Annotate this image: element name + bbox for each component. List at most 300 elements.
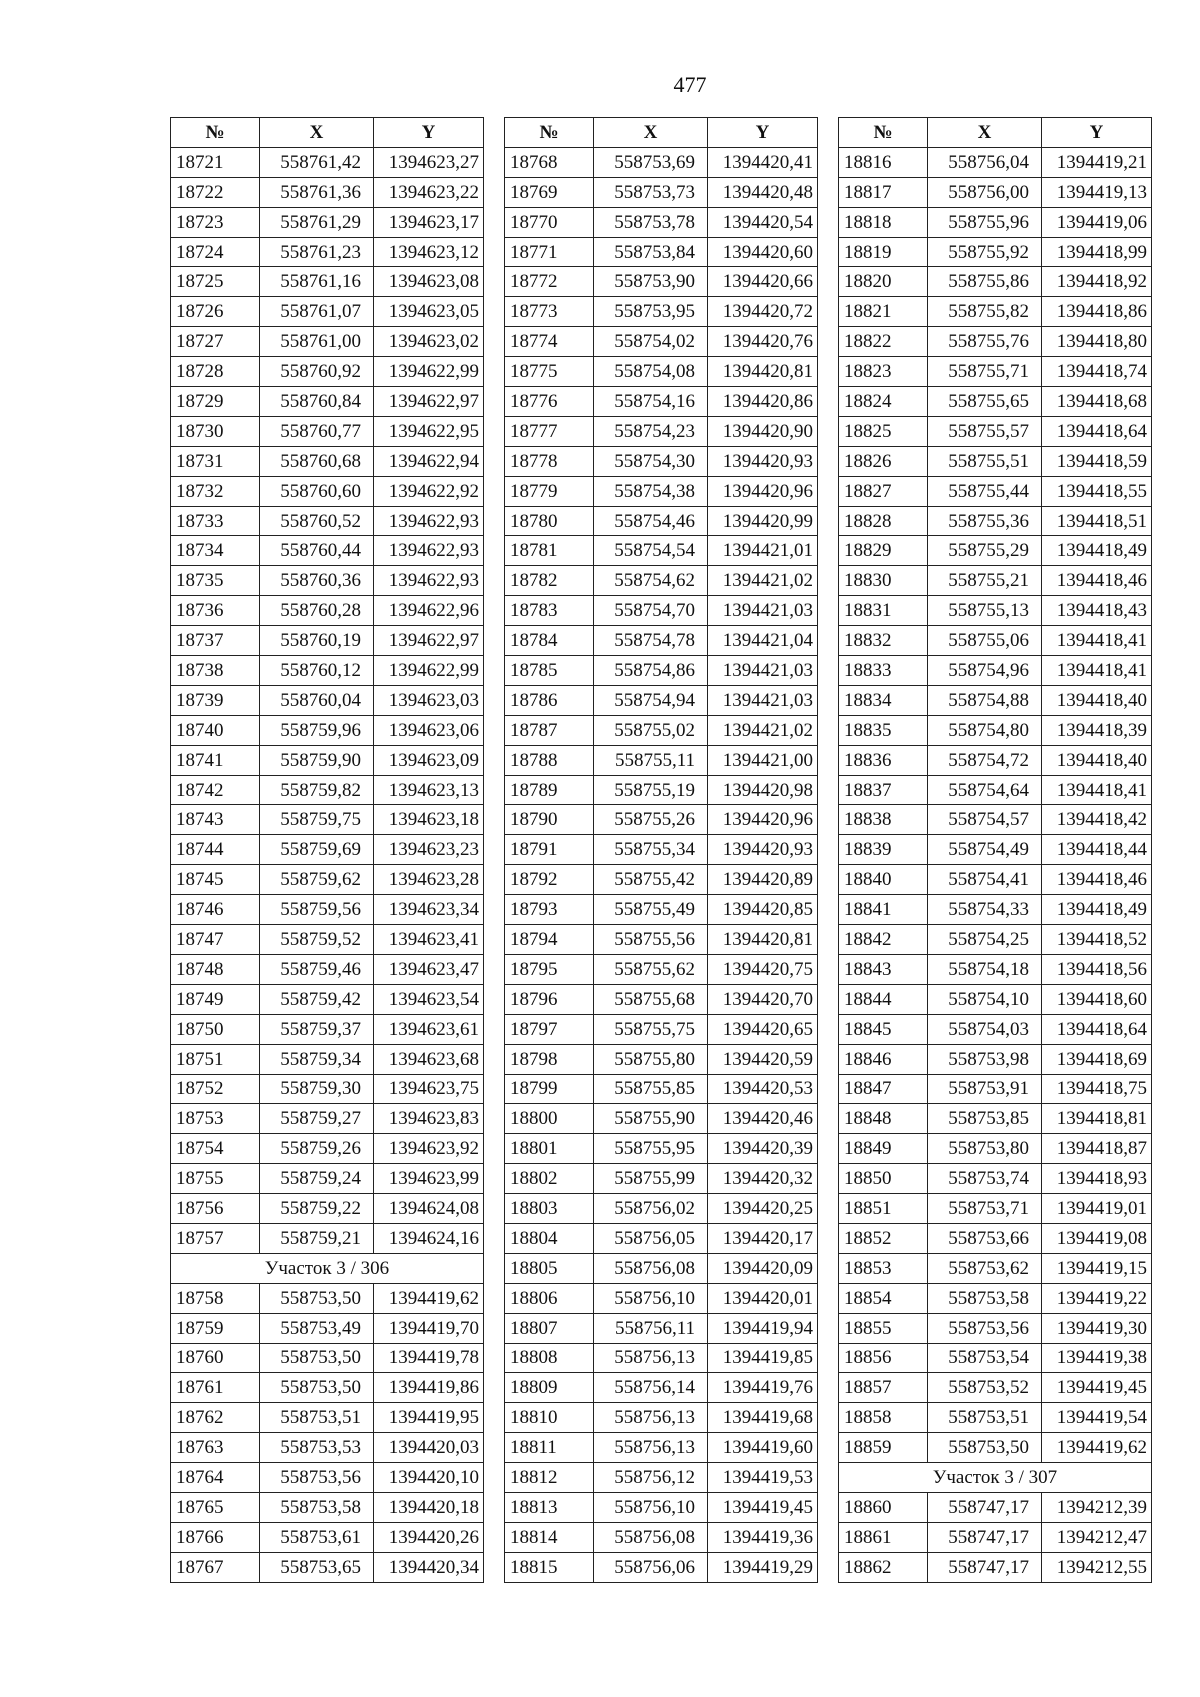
- y-coordinate-cell: 1394420,18: [374, 1492, 484, 1522]
- point-number-cell: 18755: [171, 1164, 260, 1194]
- y-coordinate-cell: 1394622,95: [374, 416, 484, 446]
- point-number-cell: 18824: [839, 387, 928, 417]
- point-number-cell: 18766: [171, 1522, 260, 1552]
- point-number-cell: 18761: [171, 1373, 260, 1403]
- x-coordinate-cell: 558755,85: [594, 1074, 708, 1104]
- y-coordinate-cell: 1394419,22: [1042, 1283, 1152, 1313]
- x-coordinate-cell: 558759,27: [260, 1104, 374, 1134]
- x-coordinate-cell: 558754,18: [928, 954, 1042, 984]
- point-number-cell: 18818: [839, 207, 928, 237]
- x-coordinate-cell: 558756,11: [594, 1313, 708, 1343]
- y-coordinate-cell: 1394623,18: [374, 805, 484, 835]
- table-row: [505, 1074, 818, 1104]
- table-header-row: [171, 118, 484, 148]
- y-coordinate-cell: 1394418,86: [1042, 297, 1152, 327]
- table-row: [171, 1134, 484, 1164]
- point-number-cell: 18838: [839, 805, 928, 835]
- x-coordinate-cell: 558756,05: [594, 1223, 708, 1253]
- coordinate-tables: [170, 117, 1152, 1583]
- x-coordinate-cell: 558754,64: [928, 775, 1042, 805]
- x-coordinate-cell: 558755,11: [594, 745, 708, 775]
- table-row: [171, 954, 484, 984]
- y-coordinate-cell: 1394420,75: [708, 954, 818, 984]
- point-number-cell: 18730: [171, 416, 260, 446]
- point-number-cell: 18835: [839, 715, 928, 745]
- y-coordinate-cell: 1394418,59: [1042, 446, 1152, 476]
- point-number-cell: 18814: [505, 1522, 594, 1552]
- table-row: [839, 267, 1152, 297]
- x-coordinate-cell: 558755,82: [928, 297, 1042, 327]
- coordinate-table-3: [838, 117, 1152, 1583]
- x-coordinate-cell: 558760,04: [260, 685, 374, 715]
- point-number-cell: 18733: [171, 506, 260, 536]
- x-coordinate-cell: 558753,58: [260, 1492, 374, 1522]
- table-row: [171, 715, 484, 745]
- table-row: [839, 895, 1152, 925]
- x-coordinate-cell: 558759,37: [260, 1014, 374, 1044]
- y-coordinate-cell: 1394419,30: [1042, 1313, 1152, 1343]
- y-coordinate-cell: 1394419,70: [374, 1313, 484, 1343]
- point-number-cell: 18781: [505, 536, 594, 566]
- x-coordinate-cell: 558760,68: [260, 446, 374, 476]
- point-number-cell: 18768: [505, 147, 594, 177]
- point-number-cell: 18861: [839, 1522, 928, 1552]
- table-row: [505, 865, 818, 895]
- y-coordinate-cell: 1394418,43: [1042, 596, 1152, 626]
- x-coordinate-cell: 558755,51: [928, 446, 1042, 476]
- y-coordinate-cell: 1394420,54: [708, 207, 818, 237]
- table-row: [505, 237, 818, 267]
- point-number-cell: 18763: [171, 1433, 260, 1463]
- x-coordinate-cell: 558755,21: [928, 566, 1042, 596]
- point-number-cell: 18812: [505, 1463, 594, 1493]
- table-row: [505, 1552, 818, 1582]
- x-coordinate-cell: 558753,56: [928, 1313, 1042, 1343]
- table-row: [839, 207, 1152, 237]
- y-coordinate-cell: 1394419,38: [1042, 1343, 1152, 1373]
- table-row: [171, 1373, 484, 1403]
- table-row: [171, 1194, 484, 1224]
- y-coordinate-cell: 1394623,08: [374, 267, 484, 297]
- point-number-cell: 18731: [171, 446, 260, 476]
- x-coordinate-cell: 558753,53: [260, 1433, 374, 1463]
- x-coordinate-cell: 558755,99: [594, 1164, 708, 1194]
- point-number-cell: 18850: [839, 1164, 928, 1194]
- header-number: №: [839, 118, 928, 148]
- table-row: [839, 775, 1152, 805]
- y-coordinate-cell: 1394420,66: [708, 267, 818, 297]
- table-row: [839, 1522, 1152, 1552]
- y-coordinate-cell: 1394622,94: [374, 446, 484, 476]
- x-coordinate-cell: 558755,90: [594, 1104, 708, 1134]
- point-number-cell: 18734: [171, 536, 260, 566]
- point-number-cell: 18836: [839, 745, 928, 775]
- x-coordinate-cell: 558753,54: [928, 1343, 1042, 1373]
- y-coordinate-cell: 1394419,85: [708, 1343, 818, 1373]
- x-coordinate-cell: 558759,22: [260, 1194, 374, 1224]
- table-row: [505, 1313, 818, 1343]
- x-coordinate-cell: 558756,00: [928, 177, 1042, 207]
- table-row: [505, 895, 818, 925]
- header-y: Y: [708, 118, 818, 148]
- point-number-cell: 18724: [171, 237, 260, 267]
- table-row: [839, 1433, 1152, 1463]
- table-row: [505, 1522, 818, 1552]
- x-coordinate-cell: 558760,77: [260, 416, 374, 446]
- y-coordinate-cell: 1394418,64: [1042, 1014, 1152, 1044]
- y-coordinate-cell: 1394419,62: [374, 1283, 484, 1313]
- y-coordinate-cell: 1394418,46: [1042, 865, 1152, 895]
- point-number-cell: 18801: [505, 1134, 594, 1164]
- x-coordinate-cell: 558753,95: [594, 297, 708, 327]
- table-row: [505, 357, 818, 387]
- point-number-cell: 18805: [505, 1253, 594, 1283]
- table-row: [505, 1403, 818, 1433]
- point-number-cell: 18837: [839, 775, 928, 805]
- point-number-cell: 18738: [171, 656, 260, 686]
- point-number-cell: 18753: [171, 1104, 260, 1134]
- table-row: [839, 1014, 1152, 1044]
- point-number-cell: 18764: [171, 1463, 260, 1493]
- table-row: [505, 1492, 818, 1522]
- y-coordinate-cell: 1394418,68: [1042, 387, 1152, 417]
- point-number-cell: 18745: [171, 865, 260, 895]
- point-number-cell: 18784: [505, 626, 594, 656]
- table-row: [171, 1223, 484, 1253]
- y-coordinate-cell: 1394421,00: [708, 745, 818, 775]
- table-row: [839, 476, 1152, 506]
- y-coordinate-cell: 1394624,16: [374, 1223, 484, 1253]
- y-coordinate-cell: 1394420,59: [708, 1044, 818, 1074]
- y-coordinate-cell: 1394623,61: [374, 1014, 484, 1044]
- x-coordinate-cell: 558755,42: [594, 865, 708, 895]
- x-coordinate-cell: 558747,17: [928, 1522, 1042, 1552]
- point-number-cell: 18758: [171, 1283, 260, 1313]
- x-coordinate-cell: 558754,33: [928, 895, 1042, 925]
- table-row: [839, 596, 1152, 626]
- point-number-cell: 18740: [171, 715, 260, 745]
- y-coordinate-cell: 1394418,51: [1042, 506, 1152, 536]
- y-coordinate-cell: 1394623,54: [374, 984, 484, 1014]
- y-coordinate-cell: 1394420,41: [708, 147, 818, 177]
- y-coordinate-cell: 1394418,56: [1042, 954, 1152, 984]
- point-number-cell: 18821: [839, 297, 928, 327]
- point-number-cell: 18833: [839, 656, 928, 686]
- y-coordinate-cell: 1394623,27: [374, 147, 484, 177]
- x-coordinate-cell: 558753,51: [260, 1403, 374, 1433]
- y-coordinate-cell: 1394419,78: [374, 1343, 484, 1373]
- y-coordinate-cell: 1394420,03: [374, 1433, 484, 1463]
- point-number-cell: 18804: [505, 1223, 594, 1253]
- point-number-cell: 18855: [839, 1313, 928, 1343]
- y-coordinate-cell: 1394623,12: [374, 237, 484, 267]
- x-coordinate-cell: 558754,16: [594, 387, 708, 417]
- y-coordinate-cell: 1394418,49: [1042, 895, 1152, 925]
- point-number-cell: 18813: [505, 1492, 594, 1522]
- x-coordinate-cell: 558756,04: [928, 147, 1042, 177]
- point-number-cell: 18802: [505, 1164, 594, 1194]
- table-row: [839, 1253, 1152, 1283]
- y-coordinate-cell: 1394420,26: [374, 1522, 484, 1552]
- point-number-cell: 18777: [505, 416, 594, 446]
- x-coordinate-cell: 558755,06: [928, 626, 1042, 656]
- x-coordinate-cell: 558760,12: [260, 656, 374, 686]
- y-coordinate-cell: 1394420,65: [708, 1014, 818, 1044]
- point-number-cell: 18735: [171, 566, 260, 596]
- x-coordinate-cell: 558754,03: [928, 1014, 1042, 1044]
- x-coordinate-cell: 558754,88: [928, 685, 1042, 715]
- point-number-cell: 18841: [839, 895, 928, 925]
- x-coordinate-cell: 558755,86: [928, 267, 1042, 297]
- x-coordinate-cell: 558756,10: [594, 1283, 708, 1313]
- y-coordinate-cell: 1394420,86: [708, 387, 818, 417]
- point-number-cell: 18752: [171, 1074, 260, 1104]
- x-coordinate-cell: 558753,90: [594, 267, 708, 297]
- x-coordinate-cell: 558754,23: [594, 416, 708, 446]
- point-number-cell: 18732: [171, 476, 260, 506]
- x-coordinate-cell: 558759,52: [260, 925, 374, 955]
- x-coordinate-cell: 558754,02: [594, 327, 708, 357]
- table-row: [171, 207, 484, 237]
- table-row: [839, 835, 1152, 865]
- x-coordinate-cell: 558755,49: [594, 895, 708, 925]
- y-coordinate-cell: 1394419,15: [1042, 1253, 1152, 1283]
- y-coordinate-cell: 1394420,81: [708, 925, 818, 955]
- table-row: [171, 685, 484, 715]
- y-coordinate-cell: 1394623,23: [374, 835, 484, 865]
- y-coordinate-cell: 1394420,17: [708, 1223, 818, 1253]
- x-coordinate-cell: 558755,57: [928, 416, 1042, 446]
- header-number: №: [171, 118, 260, 148]
- y-coordinate-cell: 1394418,69: [1042, 1044, 1152, 1074]
- point-number-cell: 18820: [839, 267, 928, 297]
- y-coordinate-cell: 1394622,93: [374, 506, 484, 536]
- x-coordinate-cell: 558754,80: [928, 715, 1042, 745]
- x-coordinate-cell: 558753,98: [928, 1044, 1042, 1074]
- x-coordinate-cell: 558755,76: [928, 327, 1042, 357]
- table-row: [171, 387, 484, 417]
- x-coordinate-cell: 558753,85: [928, 1104, 1042, 1134]
- point-number-cell: 18839: [839, 835, 928, 865]
- x-coordinate-cell: 558760,28: [260, 596, 374, 626]
- y-coordinate-cell: 1394420,72: [708, 297, 818, 327]
- point-number-cell: 18729: [171, 387, 260, 417]
- point-number-cell: 18748: [171, 954, 260, 984]
- table-row: [839, 177, 1152, 207]
- x-coordinate-cell: 558761,16: [260, 267, 374, 297]
- x-coordinate-cell: 558759,30: [260, 1074, 374, 1104]
- y-coordinate-cell: 1394421,02: [708, 566, 818, 596]
- table-row: [505, 1164, 818, 1194]
- point-number-cell: 18830: [839, 566, 928, 596]
- x-coordinate-cell: 558759,34: [260, 1044, 374, 1074]
- x-coordinate-cell: 558753,51: [928, 1403, 1042, 1433]
- point-number-cell: 18742: [171, 775, 260, 805]
- point-number-cell: 18846: [839, 1044, 928, 1074]
- x-coordinate-cell: 558755,92: [928, 237, 1042, 267]
- y-coordinate-cell: 1394420,09: [708, 1253, 818, 1283]
- y-coordinate-cell: 1394420,93: [708, 446, 818, 476]
- point-number-cell: 18817: [839, 177, 928, 207]
- point-number-cell: 18756: [171, 1194, 260, 1224]
- y-coordinate-cell: 1394622,99: [374, 656, 484, 686]
- table-row: [171, 984, 484, 1014]
- table-row: [505, 147, 818, 177]
- point-number-cell: 18822: [839, 327, 928, 357]
- point-number-cell: 18856: [839, 1343, 928, 1373]
- x-coordinate-cell: 558756,12: [594, 1463, 708, 1493]
- table-row: [505, 984, 818, 1014]
- table-row: [839, 1074, 1152, 1104]
- x-coordinate-cell: 558755,80: [594, 1044, 708, 1074]
- x-coordinate-cell: 558754,78: [594, 626, 708, 656]
- y-coordinate-cell: 1394419,62: [1042, 1433, 1152, 1463]
- point-number-cell: 18845: [839, 1014, 928, 1044]
- y-coordinate-cell: 1394419,13: [1042, 177, 1152, 207]
- x-coordinate-cell: 558755,13: [928, 596, 1042, 626]
- table-row: [839, 1194, 1152, 1224]
- x-coordinate-cell: 558747,17: [928, 1492, 1042, 1522]
- point-number-cell: 18844: [839, 984, 928, 1014]
- point-number-cell: 18782: [505, 566, 594, 596]
- point-number-cell: 18790: [505, 805, 594, 835]
- y-coordinate-cell: 1394419,76: [708, 1373, 818, 1403]
- y-coordinate-cell: 1394622,97: [374, 387, 484, 417]
- section-title: Участок 3 / 307: [839, 1463, 1152, 1493]
- point-number-cell: 18725: [171, 267, 260, 297]
- y-coordinate-cell: 1394623,41: [374, 925, 484, 955]
- table-row: [171, 536, 484, 566]
- x-coordinate-cell: 558755,26: [594, 805, 708, 835]
- point-number-cell: 18788: [505, 745, 594, 775]
- x-coordinate-cell: 558754,54: [594, 536, 708, 566]
- y-coordinate-cell: 1394419,45: [708, 1492, 818, 1522]
- point-number-cell: 18819: [839, 237, 928, 267]
- y-coordinate-cell: 1394420,34: [374, 1552, 484, 1582]
- table-row: [171, 1343, 484, 1373]
- x-coordinate-cell: 558755,68: [594, 984, 708, 1014]
- x-coordinate-cell: 558755,36: [928, 506, 1042, 536]
- y-coordinate-cell: 1394622,93: [374, 536, 484, 566]
- table-row: [171, 596, 484, 626]
- point-number-cell: 18722: [171, 177, 260, 207]
- x-coordinate-cell: 558753,50: [928, 1433, 1042, 1463]
- x-coordinate-cell: 558759,69: [260, 835, 374, 865]
- point-number-cell: 18829: [839, 536, 928, 566]
- point-number-cell: 18847: [839, 1074, 928, 1104]
- x-coordinate-cell: 558756,02: [594, 1194, 708, 1224]
- point-number-cell: 18776: [505, 387, 594, 417]
- y-coordinate-cell: 1394420,81: [708, 357, 818, 387]
- x-coordinate-cell: 558756,14: [594, 1373, 708, 1403]
- y-coordinate-cell: 1394420,76: [708, 327, 818, 357]
- table-row: [505, 476, 818, 506]
- y-coordinate-cell: 1394623,68: [374, 1044, 484, 1074]
- y-coordinate-cell: 1394418,41: [1042, 775, 1152, 805]
- y-coordinate-cell: 1394418,40: [1042, 745, 1152, 775]
- table-row: [171, 177, 484, 207]
- y-coordinate-cell: 1394418,75: [1042, 1074, 1152, 1104]
- table-row: [171, 297, 484, 327]
- y-coordinate-cell: 1394419,45: [1042, 1373, 1152, 1403]
- point-number-cell: 18750: [171, 1014, 260, 1044]
- point-number-cell: 18842: [839, 925, 928, 955]
- point-number-cell: 18727: [171, 327, 260, 357]
- point-number-cell: 18773: [505, 297, 594, 327]
- y-coordinate-cell: 1394421,03: [708, 656, 818, 686]
- table-row: [839, 446, 1152, 476]
- point-number-cell: 18853: [839, 1253, 928, 1283]
- table-row: [505, 1044, 818, 1074]
- y-coordinate-cell: 1394419,36: [708, 1522, 818, 1552]
- y-coordinate-cell: 1394419,94: [708, 1313, 818, 1343]
- x-coordinate-cell: 558753,73: [594, 177, 708, 207]
- table-row: [505, 715, 818, 745]
- y-coordinate-cell: 1394420,90: [708, 416, 818, 446]
- y-coordinate-cell: 1394419,06: [1042, 207, 1152, 237]
- x-coordinate-cell: 558755,75: [594, 1014, 708, 1044]
- point-number-cell: 18780: [505, 506, 594, 536]
- y-coordinate-cell: 1394418,40: [1042, 685, 1152, 715]
- x-coordinate-cell: 558755,95: [594, 1134, 708, 1164]
- y-coordinate-cell: 1394420,25: [708, 1194, 818, 1224]
- table-row: [505, 1223, 818, 1253]
- x-coordinate-cell: 558754,25: [928, 925, 1042, 955]
- y-coordinate-cell: 1394420,85: [708, 895, 818, 925]
- y-coordinate-cell: 1394418,74: [1042, 357, 1152, 387]
- point-number-cell: 18816: [839, 147, 928, 177]
- x-coordinate-cell: 558756,13: [594, 1433, 708, 1463]
- x-coordinate-cell: 558755,34: [594, 835, 708, 865]
- x-coordinate-cell: 558759,56: [260, 895, 374, 925]
- y-coordinate-cell: 1394420,96: [708, 805, 818, 835]
- table-row: [839, 1223, 1152, 1253]
- table-row: [505, 1253, 818, 1283]
- table-row: [171, 566, 484, 596]
- y-coordinate-cell: 1394212,39: [1042, 1492, 1152, 1522]
- table-row: [839, 1373, 1152, 1403]
- table-row: [505, 267, 818, 297]
- table-row: [171, 446, 484, 476]
- point-number-cell: 18757: [171, 1223, 260, 1253]
- x-coordinate-cell: 558753,84: [594, 237, 708, 267]
- y-coordinate-cell: 1394419,86: [374, 1373, 484, 1403]
- point-number-cell: 18852: [839, 1223, 928, 1253]
- table-row: [171, 1552, 484, 1582]
- table-header-row: [839, 118, 1152, 148]
- table-row: [839, 1552, 1152, 1582]
- x-coordinate-cell: 558759,90: [260, 745, 374, 775]
- x-coordinate-cell: 558753,50: [260, 1373, 374, 1403]
- point-number-cell: 18767: [171, 1552, 260, 1582]
- table-row: [839, 1104, 1152, 1134]
- point-number-cell: 18736: [171, 596, 260, 626]
- y-coordinate-cell: 1394623,06: [374, 715, 484, 745]
- y-coordinate-cell: 1394421,03: [708, 596, 818, 626]
- table-row: [171, 1164, 484, 1194]
- x-coordinate-cell: 558760,92: [260, 357, 374, 387]
- point-number-cell: 18765: [171, 1492, 260, 1522]
- table-row: [171, 416, 484, 446]
- x-coordinate-cell: 558755,29: [928, 536, 1042, 566]
- x-coordinate-cell: 558760,52: [260, 506, 374, 536]
- x-coordinate-cell: 558756,08: [594, 1522, 708, 1552]
- y-coordinate-cell: 1394623,22: [374, 177, 484, 207]
- y-coordinate-cell: 1394418,55: [1042, 476, 1152, 506]
- x-coordinate-cell: 558755,65: [928, 387, 1042, 417]
- y-coordinate-cell: 1394420,32: [708, 1164, 818, 1194]
- table-row: [505, 327, 818, 357]
